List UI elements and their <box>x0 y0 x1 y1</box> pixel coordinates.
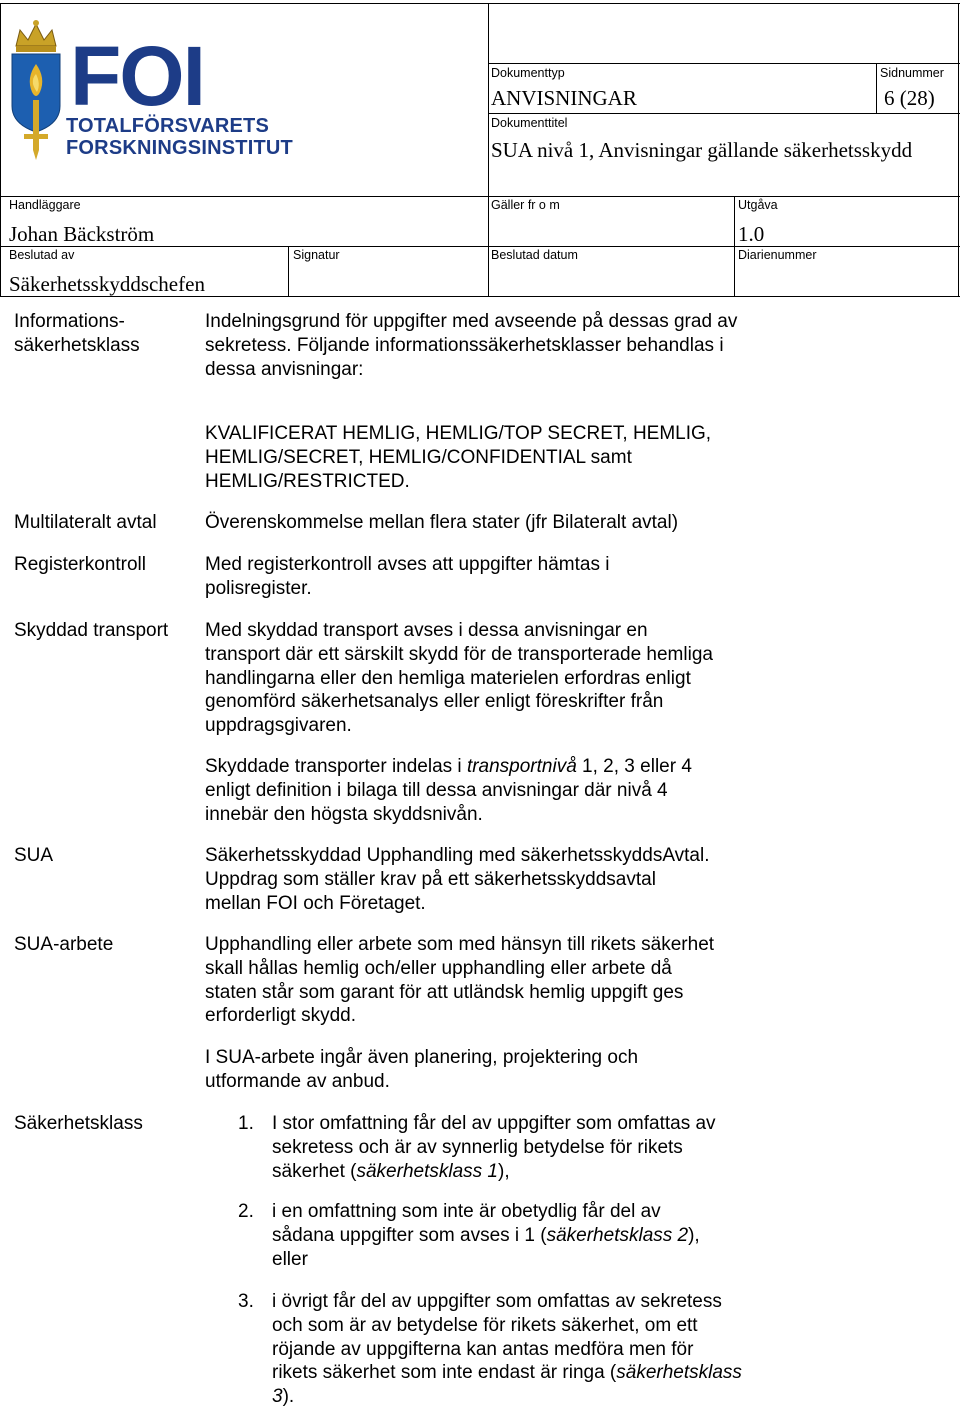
def-transport-levels <box>205 755 730 826</box>
def-info-paragraph-2: KVALIFICERAT HEMLIG, HEMLIG/TOP SECRET, HEMLIG, HEMLIG/SECRET, HEMLIG/CONFIDENTIAL samt HEMLIG/RESTRICTED. <box>205 423 712 492</box>
list-text-em: säkerhetsklass 3 <box>272 1362 742 1408</box>
page-value: 6 (28) <box>884 86 935 110</box>
validfrom-divider <box>488 196 489 246</box>
handler-row-top-border <box>0 196 960 197</box>
def-skyddad-transport <box>205 619 715 738</box>
registry-label: Diarienummer <box>738 248 817 262</box>
def-info-paragraph-1: Indelningsgrund för uppgifter med avseende på dessas grad av sekretess. Följande informationssäkerhetsklasser behandlas i dessa anvisningar: <box>205 311 738 380</box>
term-sua-arbete: SUA-arbete <box>14 934 114 955</box>
doctitle-value: SUA nivå 1, Anvisningar gällande säkerhetsskydd <box>491 138 913 162</box>
header-left-border <box>0 3 1 297</box>
logo-acronym: FOI <box>70 29 204 123</box>
header-right-border <box>958 3 959 297</box>
validfrom-label: Gäller fr o m <box>491 198 560 212</box>
handler-value: Johan Bäckström <box>9 222 155 246</box>
def-sua: Säkerhetsskyddad Upphandling med säkerhetsskyddsAvtal. Uppdrag som ställer krav på ett säkerhetsskyddsavtal mellan FOI och Företaget. <box>205 845 710 914</box>
list-text-em: säkerhetsklass 1 <box>356 1160 498 1182</box>
page-divider <box>876 63 877 113</box>
def-multilateralt-avtal: Överenskommelse mellan flera stater (jfr Bilateralt avtal) <box>205 512 679 533</box>
def-info-classes <box>205 422 725 493</box>
def-transport-paragraph-2 <box>205 755 730 826</box>
list-text-a: i en omfattning som inte är obetydlig får del av sådana uppgifter som avses i 1 ( <box>272 1201 661 1246</box>
term-skyddad-transport: Skyddad transport <box>14 620 169 641</box>
term-sua: SUA <box>14 845 54 866</box>
list-text-a: I stor omfattning får del av uppgifter som omfattas av sekretess och är av synnerlig betydelse för rikets säkerhet ( <box>272 1113 716 1182</box>
list-text <box>272 1200 702 1271</box>
header-top-border <box>0 3 960 4</box>
decided-date-divider <box>488 246 489 297</box>
logo-divider <box>488 3 489 196</box>
transport-text-a: Skyddade transporter indelas i <box>205 756 467 777</box>
term-informationssakerhetsklass: Informations- säkerhetsklass <box>14 311 140 356</box>
def-sua-arbete <box>205 933 720 1028</box>
list-number: 1. <box>238 1113 254 1134</box>
list-text-b: ). <box>282 1386 295 1408</box>
signature-label: Signatur <box>293 248 340 262</box>
transport-text-b: 1, 2, 3 eller 4 enligt definition i bilaga till dessa anvisningar där nivå 4 innebär den högsta skyddsnivån. <box>205 756 692 825</box>
doctype-label: Dokumenttyp <box>491 66 565 80</box>
list-text <box>272 1290 742 1409</box>
logo-line-1: TOTALFÖRSVARETS <box>66 115 269 137</box>
logo-line-2: FORSKNINGSINSTITUT <box>66 137 293 159</box>
term-multilateralt-avtal: Multilateralt avtal <box>14 512 157 533</box>
decided-date-label: Beslutad datum <box>491 248 578 262</box>
def-transport-paragraph-1: Med skyddad transport avses i dessa anvisningar en transport där ett särskilt skydd för de transporterade hemliga handlingarna eller den hemliga materielen erfordras enligt genomförd säkerhetsanalys eller enligt föreskrifter från uppdragsgivaren. <box>205 620 713 737</box>
handler-label: Handläggare <box>9 198 81 212</box>
def-sua-arbete-paragraph-2: I SUA-arbete ingår även planering, projektering och utformande av anbud. <box>205 1047 639 1092</box>
term-sakerhetsklass: Säkerhetsklass <box>14 1113 143 1134</box>
transport-emphasis: transportnivå <box>466 756 577 777</box>
list-text-b: ), <box>498 1160 510 1182</box>
def-sua-arbete-paragraph-1: Upphandling eller arbete som med hänsyn till rikets säkerhet skall hållas hemlig och/eller upphandling eller arbete då staten står som garant för att utländsk hemlig uppgift ges erforderligt skydd. <box>205 934 715 1027</box>
term-registerkontroll: Registerkontroll <box>14 554 146 575</box>
def-registerkontroll: Med registerkontroll avses att uppgifter hämtas i polisregister. <box>205 554 610 599</box>
def-informationssakerhetsklass <box>205 310 745 381</box>
doctitle-top-border <box>488 113 960 114</box>
list-number: 3. <box>238 1291 254 1312</box>
crown-sword-shield-icon <box>6 16 66 166</box>
decided-by-value: Säkerhetsskyddschefen <box>9 272 205 296</box>
edition-value: 1.0 <box>738 222 765 246</box>
list-text-a: i övrigt får del av uppgifter som omfattas av sekretess och som är av betydelse för rikets säkerhet, om ett röjande av uppgifterna kan antas medföra men för rikets säkerhet som inte endast är ringa ( <box>272 1291 722 1384</box>
doctitle-label: Dokumenttitel <box>491 116 568 130</box>
def-sua-arbete-extra <box>205 1046 705 1094</box>
edition-label: Utgåva <box>738 198 778 212</box>
list-text <box>272 1112 742 1183</box>
list-text-em: säkerhetsklass 2 <box>546 1224 689 1246</box>
foi-logo <box>6 16 306 166</box>
page-label: Sidnummer <box>880 66 944 80</box>
decided-by-label: Beslutad av <box>9 248 75 262</box>
list-number: 2. <box>238 1201 254 1222</box>
list-text-b: ), eller <box>272 1224 700 1270</box>
doctype-value: ANVISNINGAR <box>491 86 637 110</box>
signature-divider <box>288 246 289 297</box>
doctype-top-border <box>488 63 960 64</box>
